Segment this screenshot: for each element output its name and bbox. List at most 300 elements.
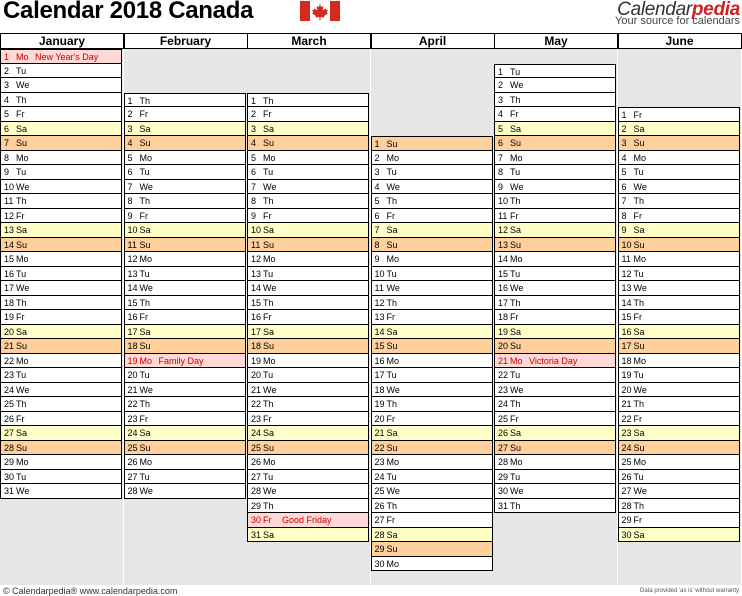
day-number: 27 — [127, 471, 138, 482]
footer-copyright: © Calendarpedia® www.calendarpedia.com — [3, 586, 178, 596]
day-cell — [124, 296, 246, 311]
weekday-label: Tu — [16, 268, 27, 279]
day-cell — [494, 209, 616, 224]
day-number: 21 — [251, 384, 262, 395]
weekday-label: Tu — [633, 471, 644, 482]
weekday-label: We — [510, 283, 524, 293]
weekday-label: Tu — [263, 167, 274, 177]
day-number: 22 — [127, 399, 138, 409]
day-number: 2 — [251, 109, 257, 119]
day-number: 15 — [621, 312, 632, 322]
weekday-label: Su — [633, 341, 645, 351]
day-cell — [247, 383, 369, 398]
day-number: 1 — [621, 110, 627, 120]
weekday-label: Mo — [16, 457, 29, 467]
day-number: 4 — [251, 138, 257, 148]
weekday-label: We — [139, 486, 153, 496]
day-number: 25 — [374, 486, 385, 496]
weekday-label: Mo — [263, 152, 276, 163]
day-number: 16 — [127, 312, 138, 322]
day-cell — [618, 484, 740, 499]
day-cell — [371, 383, 493, 398]
weekday-label: Mo — [16, 52, 29, 62]
day-number: 27 — [621, 486, 632, 496]
day-number: 25 — [4, 399, 15, 409]
weekday-label: Tu — [510, 471, 521, 482]
day-number: 10 — [498, 196, 509, 206]
day-cell — [494, 107, 616, 122]
day-number: 30 — [498, 486, 509, 496]
day-cell — [618, 412, 740, 427]
day-number: 3 — [251, 123, 257, 134]
weekday-label: Fr — [386, 413, 395, 424]
day-number: 24 — [4, 384, 15, 395]
day-number: 28 — [374, 529, 385, 540]
weekday-label: Mo — [139, 355, 153, 366]
weekday-label: Tu — [263, 268, 274, 279]
weekday-label: We — [633, 384, 647, 395]
holiday-label: Good Friday — [282, 515, 332, 525]
weekday-label: Mo — [510, 152, 523, 163]
day-number: 17 — [127, 326, 138, 337]
weekday-label: Th — [263, 399, 274, 409]
day-number: 11 — [498, 210, 508, 221]
weekday-label: Su — [510, 138, 522, 148]
day-cell — [0, 325, 122, 340]
day-number: 7 — [251, 181, 257, 192]
day-number: 19 — [4, 312, 15, 322]
day-number: 3 — [621, 138, 627, 148]
month-header: April — [371, 33, 495, 49]
day-number: 22 — [4, 355, 15, 366]
day-number: 15 — [4, 254, 15, 264]
day-cell — [618, 252, 740, 267]
day-number: 12 — [374, 297, 385, 308]
day-number: 2 — [4, 65, 10, 76]
day-cell — [0, 455, 122, 470]
holiday-label: New Year's Day — [35, 52, 99, 62]
weekday-label: Su — [386, 239, 398, 250]
day-cell — [124, 194, 246, 209]
day-number: 4 — [4, 94, 10, 105]
day-cell — [494, 252, 616, 267]
day-number: 30 — [251, 515, 262, 525]
weekday-label: Fr — [633, 413, 642, 424]
weekday-label: Mo — [16, 152, 29, 163]
day-cell — [494, 426, 616, 441]
day-cell — [371, 557, 493, 572]
weekday-label: Tu — [510, 167, 521, 177]
day-number: 16 — [4, 268, 15, 279]
day-cell — [124, 252, 246, 267]
month-column-june — [618, 33, 741, 585]
weekday-label: Th — [16, 196, 27, 206]
weekday-label: Mo — [139, 152, 153, 163]
weekday-label: Tu — [386, 268, 397, 279]
weekday-label: Fr — [16, 413, 25, 424]
weekday-label: We — [16, 283, 30, 293]
day-cell — [618, 209, 740, 224]
day-number: 10 — [251, 225, 262, 235]
weekday-label: We — [139, 181, 153, 192]
day-number: 1 — [498, 66, 504, 77]
day-number: 14 — [621, 297, 632, 308]
day-cell — [124, 165, 246, 180]
day-number: 25 — [621, 457, 632, 467]
day-number: 20 — [374, 413, 385, 424]
day-number: 18 — [4, 297, 15, 308]
day-cell — [0, 383, 122, 398]
day-number: 11 — [374, 283, 384, 293]
day-cell — [494, 470, 616, 485]
day-cell — [618, 151, 740, 166]
day-number: 20 — [621, 384, 632, 395]
day-cell — [494, 412, 616, 427]
day-number: 8 — [4, 152, 10, 163]
holiday-label: Family Day — [158, 355, 204, 366]
day-number: 6 — [251, 167, 257, 177]
day-number: 14 — [374, 326, 385, 337]
day-number: 13 — [251, 268, 262, 279]
day-cell — [618, 180, 740, 195]
day-number: 26 — [251, 457, 262, 467]
weekday-label: Su — [139, 239, 151, 250]
day-cell — [494, 325, 616, 340]
day-cell — [494, 296, 616, 311]
weekday-label: We — [386, 486, 400, 496]
day-cell — [618, 107, 740, 122]
day-cell — [124, 180, 246, 195]
day-cell — [247, 165, 369, 180]
day-number: 26 — [621, 471, 632, 482]
day-number: 31 — [498, 500, 509, 511]
day-cell — [124, 354, 246, 369]
day-cell — [247, 499, 369, 514]
day-cell — [247, 426, 369, 441]
day-number: 24 — [251, 428, 262, 438]
day-number: 17 — [4, 283, 15, 293]
day-number: 6 — [374, 210, 380, 221]
weekday-label: We — [633, 486, 647, 496]
day-cell — [618, 165, 740, 180]
day-number: 13 — [374, 312, 385, 322]
day-cell — [494, 238, 616, 253]
day-cell — [371, 209, 493, 224]
day-number: 9 — [4, 167, 10, 177]
day-number: 13 — [498, 239, 509, 250]
weekday-label: Th — [139, 196, 151, 206]
day-number: 7 — [127, 181, 133, 192]
day-cell — [618, 281, 740, 296]
day-cell — [371, 194, 493, 209]
day-cell — [494, 267, 616, 282]
weekday-label: We — [510, 384, 524, 395]
month-column-april — [371, 33, 494, 585]
weekday-label: Fr — [16, 312, 25, 322]
day-cell — [0, 238, 122, 253]
day-number: 19 — [621, 370, 632, 380]
day-cell — [247, 339, 369, 354]
weekday-label: Su — [139, 442, 151, 453]
day-number: 5 — [374, 196, 380, 206]
day-cell — [618, 310, 740, 325]
day-number: 23 — [4, 370, 15, 380]
weekday-label: Sa — [510, 428, 522, 438]
day-cell — [618, 499, 740, 514]
weekday-label: Mo — [386, 355, 400, 366]
day-cell — [618, 513, 740, 528]
weekday-label: Fr — [16, 109, 25, 119]
weekday-label: Fr — [386, 210, 395, 221]
day-cell — [618, 325, 740, 340]
weekday-label: Tu — [633, 268, 644, 279]
weekday-label: Fr — [386, 515, 395, 525]
weekday-label: Th — [633, 500, 645, 511]
weekday-label: Fr — [139, 413, 148, 424]
weekday-label: We — [386, 384, 400, 395]
day-number: 19 — [374, 399, 385, 409]
day-cell — [371, 136, 493, 151]
weekday-label: Mo — [263, 254, 276, 264]
day-cell — [0, 78, 122, 93]
day-number: 20 — [4, 326, 15, 337]
day-number: 12 — [4, 210, 15, 221]
day-number: 8 — [127, 196, 133, 206]
weekday-label: Mo — [633, 254, 647, 264]
day-cell — [0, 412, 122, 427]
weekday-label: We — [633, 283, 647, 293]
weekday-label: We — [16, 384, 30, 395]
day-cell — [494, 455, 616, 470]
day-cell — [494, 165, 616, 180]
day-cell — [0, 122, 122, 137]
day-cell — [0, 252, 122, 267]
day-cell — [247, 281, 369, 296]
weekday-label: Mo — [139, 254, 153, 264]
weekday-label: Th — [633, 297, 645, 308]
day-number: 24 — [621, 442, 632, 453]
weekday-label: Sa — [510, 123, 522, 134]
weekday-label: Mo — [510, 254, 523, 264]
day-cell — [0, 470, 122, 485]
weekday-label: Tu — [139, 471, 150, 482]
day-number: 1 — [4, 52, 10, 62]
day-cell — [494, 310, 616, 325]
day-cell — [124, 223, 246, 238]
day-cell — [371, 455, 493, 470]
weekday-label: Su — [510, 341, 522, 351]
day-cell — [0, 267, 122, 282]
weekday-label: Su — [16, 442, 28, 453]
calendar-title: Calendar 2018 Canada — [3, 0, 254, 24]
month-header: February — [124, 33, 248, 49]
day-cell — [247, 325, 369, 340]
weekday-label: Fr — [139, 210, 148, 221]
weekday-label: Mo — [16, 254, 29, 264]
day-number: 11 — [127, 239, 137, 250]
weekday-label: Tu — [139, 167, 150, 177]
day-cell — [124, 397, 246, 412]
weekday-label: Sa — [16, 123, 28, 134]
day-cell — [247, 194, 369, 209]
weekday-label: Sa — [633, 428, 645, 438]
weekday-label: Fr — [510, 210, 519, 221]
day-cell — [247, 223, 369, 238]
day-cell — [371, 151, 493, 166]
weekday-label: Th — [139, 95, 151, 106]
day-number: 30 — [374, 558, 385, 569]
day-cell — [0, 441, 122, 456]
weekday-label: Th — [386, 297, 398, 308]
day-number: 18 — [374, 384, 385, 395]
day-cell — [124, 151, 246, 166]
day-cell — [618, 238, 740, 253]
day-number: 24 — [127, 428, 138, 438]
day-cell — [494, 194, 616, 209]
day-number: 17 — [251, 326, 262, 337]
weekday-label: Mo — [510, 355, 523, 366]
weekday-label: Th — [510, 500, 521, 511]
weekday-label: We — [510, 181, 524, 192]
day-cell — [371, 165, 493, 180]
day-number: 24 — [498, 399, 509, 409]
canada-flag-icon — [300, 1, 340, 21]
day-number: 6 — [127, 167, 133, 177]
day-cell — [494, 151, 616, 166]
day-cell — [618, 470, 740, 485]
day-number: 12 — [621, 268, 632, 279]
day-cell — [247, 209, 369, 224]
weekday-label: We — [16, 80, 30, 90]
weekday-label: Mo — [16, 355, 29, 366]
day-cell — [494, 180, 616, 195]
day-number: 8 — [498, 167, 504, 177]
weekday-label: Mo — [263, 457, 276, 467]
weekday-label: Tu — [633, 370, 644, 380]
day-number: 10 — [621, 239, 632, 250]
day-cell — [247, 412, 369, 427]
weekday-label: Mo — [139, 457, 153, 467]
day-cell — [247, 513, 369, 528]
day-number: 28 — [621, 500, 632, 511]
day-cell — [371, 426, 493, 441]
weekday-label: We — [263, 384, 277, 395]
weekday-label: Fr — [510, 312, 519, 322]
day-number: 16 — [621, 326, 632, 337]
day-number: 26 — [374, 500, 385, 511]
day-number: 15 — [251, 297, 262, 308]
weekday-label: Tu — [633, 167, 644, 177]
day-cell — [371, 484, 493, 499]
day-cell — [247, 484, 369, 499]
weekday-label: Sa — [139, 428, 151, 438]
day-cell — [618, 528, 740, 543]
day-cell — [371, 441, 493, 456]
day-cell — [618, 136, 740, 151]
day-cell — [371, 223, 493, 238]
day-cell — [124, 368, 246, 383]
day-cell — [124, 455, 246, 470]
day-number: 7 — [374, 225, 380, 235]
day-number: 3 — [4, 80, 10, 90]
day-number: 30 — [621, 529, 632, 540]
day-cell — [0, 136, 122, 151]
day-cell — [0, 484, 122, 499]
day-number: 15 — [498, 268, 509, 279]
day-cell — [371, 325, 493, 340]
day-cell — [618, 354, 740, 369]
weekday-label: Tu — [139, 268, 150, 279]
weekday-label: We — [139, 384, 153, 395]
day-number: 23 — [251, 413, 262, 424]
day-cell — [247, 310, 369, 325]
weekday-label: Th — [16, 399, 27, 409]
day-cell — [0, 165, 122, 180]
weekday-label: Th — [386, 399, 398, 409]
day-cell — [618, 296, 740, 311]
day-cell — [124, 136, 246, 151]
day-number: 25 — [127, 442, 138, 453]
weekday-label: Sa — [16, 428, 28, 438]
weekday-label: We — [510, 80, 524, 90]
day-number: 3 — [498, 94, 504, 105]
day-number: 4 — [127, 138, 133, 148]
day-number: 1 — [127, 95, 133, 106]
weekday-label: Su — [386, 544, 398, 554]
day-number: 31 — [4, 486, 15, 496]
day-cell — [618, 441, 740, 456]
day-cell — [0, 180, 122, 195]
day-cell — [371, 470, 493, 485]
day-number: 12 — [251, 254, 262, 264]
weekday-label: Th — [510, 94, 521, 105]
day-cell — [371, 412, 493, 427]
day-cell — [0, 209, 122, 224]
day-cell — [618, 339, 740, 354]
weekday-label: Fr — [633, 515, 642, 525]
day-cell — [0, 339, 122, 354]
day-number: 29 — [251, 500, 262, 511]
day-number: 2 — [374, 152, 380, 163]
weekday-label: Sa — [633, 529, 645, 540]
month-column-february — [124, 33, 247, 585]
weekday-label: Th — [16, 297, 27, 308]
weekday-label: Sa — [139, 123, 151, 134]
weekday-label: Sa — [263, 225, 275, 235]
day-number: 20 — [251, 370, 262, 380]
day-cell — [124, 412, 246, 427]
weekday-label: Mo — [386, 558, 400, 569]
weekday-label: Sa — [510, 326, 522, 337]
day-cell — [247, 397, 369, 412]
day-cell — [247, 107, 369, 122]
day-number: 21 — [621, 399, 632, 409]
weekday-label: Mo — [633, 152, 647, 163]
weekday-label: Tu — [510, 268, 521, 279]
day-cell — [247, 136, 369, 151]
weekday-label: Tu — [16, 370, 27, 380]
calendar-grid — [0, 33, 742, 585]
weekday-label: Fr — [263, 210, 272, 221]
day-number: 4 — [374, 181, 380, 192]
day-number: 13 — [4, 225, 15, 235]
day-cell — [371, 267, 493, 282]
day-number: 9 — [498, 181, 504, 192]
weekday-label: Sa — [263, 326, 275, 337]
day-number: 15 — [127, 297, 138, 308]
weekday-label: Tu — [386, 167, 397, 177]
weekday-label: Tu — [16, 471, 27, 482]
